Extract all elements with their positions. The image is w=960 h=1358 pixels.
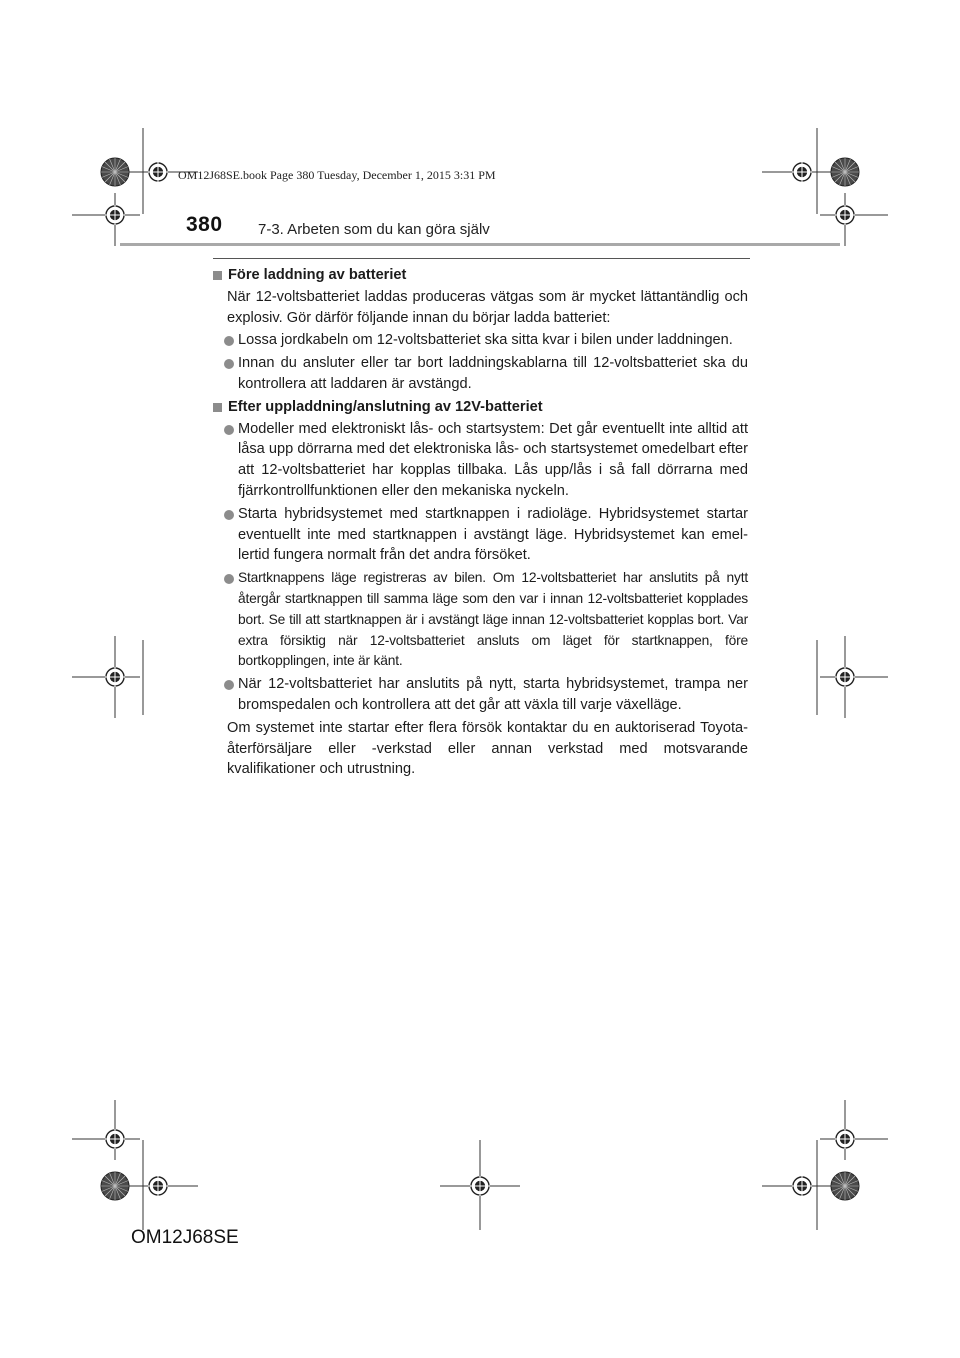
closing-paragraph: Om systemet inte startar efter flera försök kontaktar du en auktoriserad Toyota-återförsäljare eller -verkstad eller annan verkstad med motsvarande kvalifikationer och utrustning. [227, 719, 748, 778]
section-heading [210, 397, 748, 418]
print-slug: OM12J68SE.book Page 380 Tuesday, December 1, 2015 3:31 PM [178, 168, 496, 182]
list-item-text: Lossa jordkabeln om 12-voltsbatteriet ska sitta kvar i bilen under laddningen. [238, 332, 733, 349]
square-bullet-icon [213, 271, 222, 280]
list-item [224, 330, 748, 351]
list-item-text: När 12-voltsbatteriet har anslutits på nytt, starta hybridsystemet, trampa ner bromspedalen och kontrollera att det går att växla till varje växelläge. [238, 676, 748, 713]
round-bullet-icon [224, 680, 234, 690]
list-item-text: Starta hybridsystemet med startknappen i radioläge. Hybridsystemet startar eventuellt inte med startknappen i avstängt läge. Hybridsystemet kan emellertid fungera normalt från det andra försöket. [238, 505, 748, 564]
section-heading-text: Före laddning av batteriet [228, 267, 407, 283]
list-item-text: Modeller med elektroniskt lås- och startsystem: Det går eventuellt inte alltid att låsa upp dörrarna med det elektroniska lås- och startsystemet omedelbart efter att 12-voltsbatteriet har kopplas tillbaka. Lås upp/lås i så fall dörrarna med fjärrkontrollfunktionen eller den mekaniska nyckeln. [238, 420, 748, 499]
round-bullet-icon [224, 510, 234, 520]
list-item [224, 674, 748, 716]
round-bullet-icon [224, 336, 234, 346]
list-item-text: Startknappens läge registreras av bilen. Om 12-voltsbatteriet har anslutits på nytt återgår startknappen till samma läge som den var i innan 12-voltsbatteriet kopplades bort. Se till att startknappen är i avstängt läge innan 12-voltsbatteriet kopplas bort. Var extra försiktig när 12-voltsbatteriet ansluts om läget för startknappen, före bortkopplingen, inte är känt. [238, 570, 748, 669]
section-intro: När 12-voltsbatteriet laddas produceras vätgas som är mycket lättantändlig och explosiv. Gör därför följande innan du börjar ladda batteriet: [227, 288, 748, 326]
content-rule [213, 258, 750, 259]
section-heading [210, 265, 748, 286]
square-bullet-icon [213, 403, 222, 412]
list-item-text: Innan du ansluter eller tar bort laddningskablarna till 12-voltsbatteriet ska du kontrollera att laddaren är avstängd. [238, 355, 748, 392]
list-item [224, 419, 748, 502]
list-item [224, 504, 748, 566]
manual-code: OM12J68SE [131, 1227, 239, 1248]
page-content [210, 264, 748, 780]
round-bullet-icon [224, 359, 234, 369]
section-heading-text: Efter uppladdning/anslutning av 12V-batteriet [228, 398, 543, 415]
round-bullet-icon [224, 574, 234, 584]
page-number: 380 [186, 213, 223, 236]
list-item [224, 353, 748, 395]
section-title: 7-3. Arbeten som du kan göra själv [258, 221, 490, 238]
header-rule [120, 243, 840, 246]
round-bullet-icon [224, 425, 234, 435]
list-item [224, 568, 748, 672]
